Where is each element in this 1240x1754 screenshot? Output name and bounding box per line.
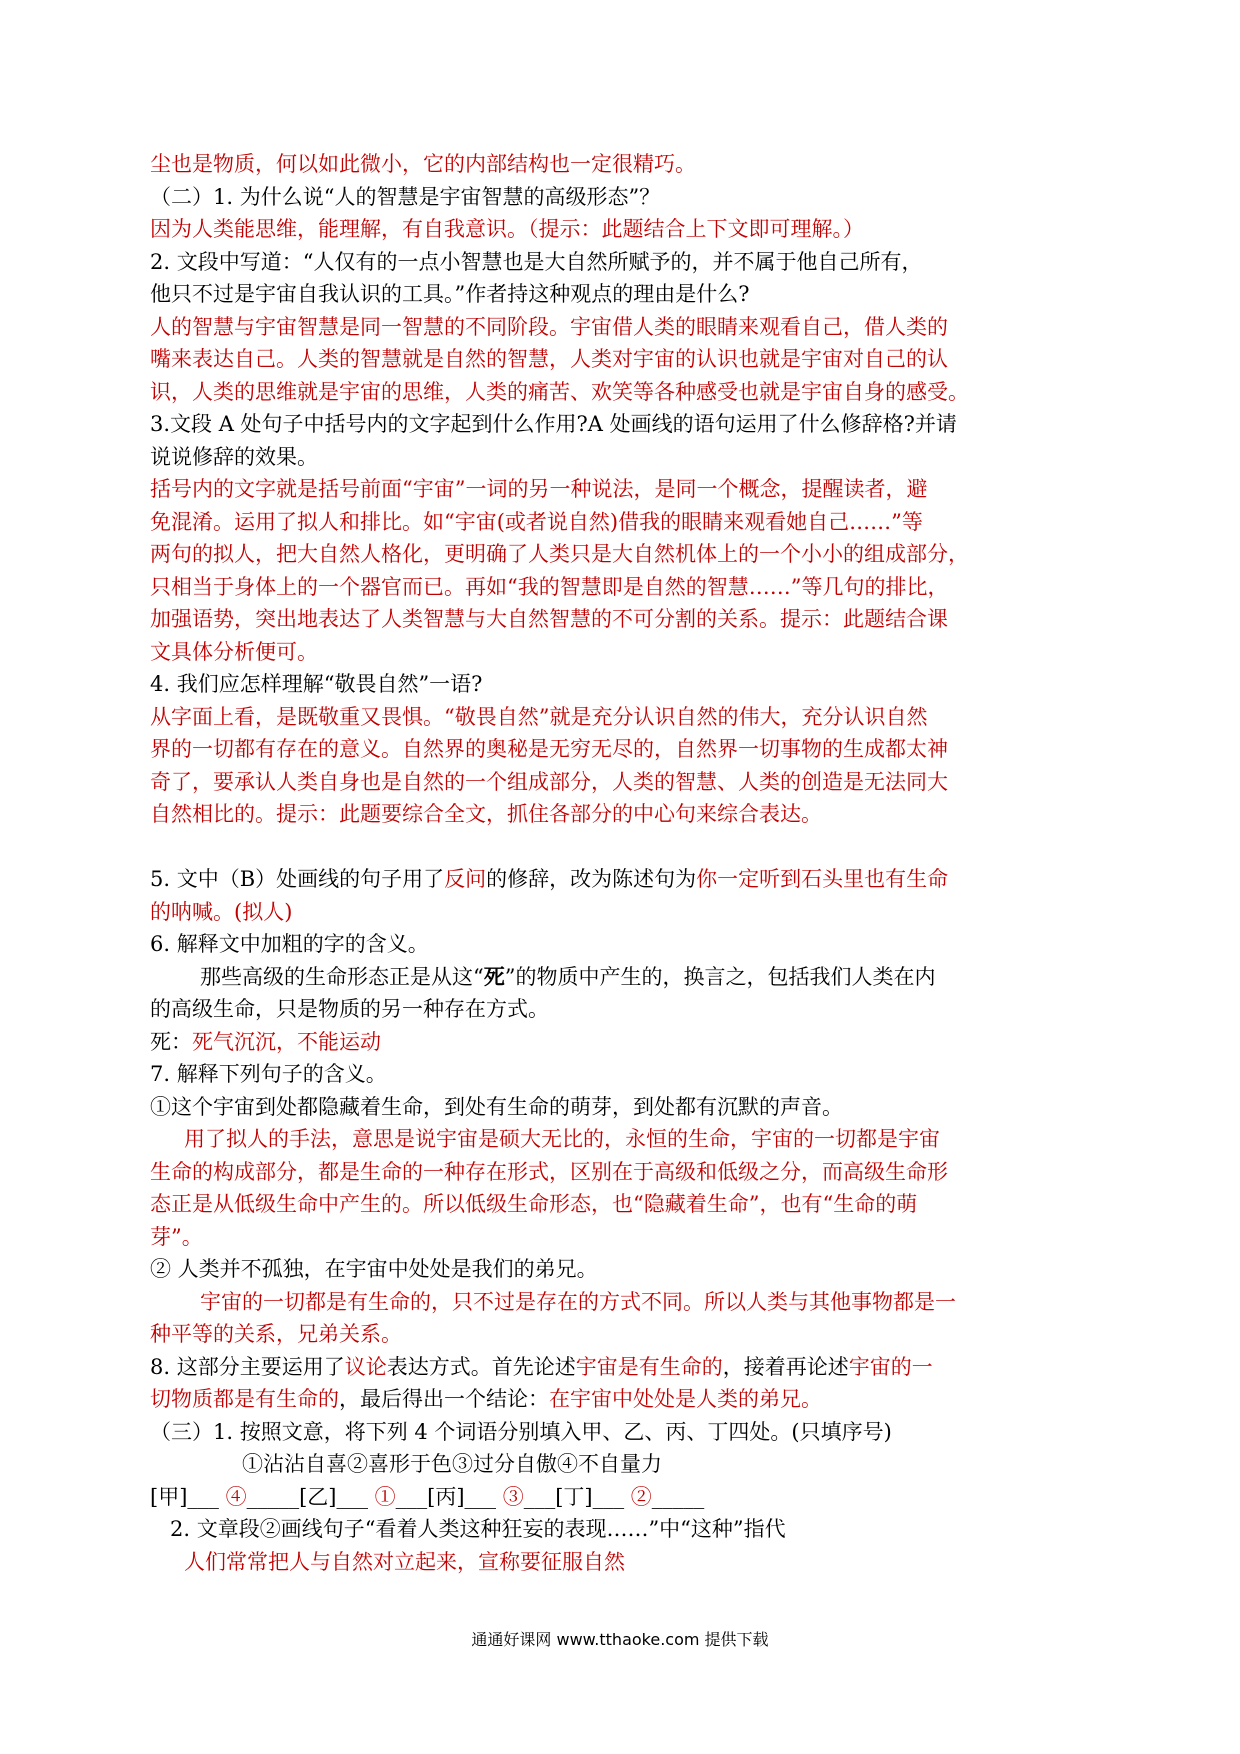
answer-text: 自然相比的。提示：此题要综合全文，抓住各部分的中心句来综合表达。 (150, 802, 822, 826)
answer-text: 你一定听到石头里也有生命 (696, 867, 949, 891)
text-line (150, 441, 1110, 474)
text-line (150, 961, 1110, 994)
document-body (150, 148, 1110, 1578)
text-line (150, 1481, 1110, 1514)
text-line (150, 1286, 1110, 1319)
answer-text: 嘴来表达自己。人类的智慧就是自然的智慧，人类对宇宙的认识也就是宇宙对自己的认 (150, 347, 948, 371)
answer-text: 宇宙的一 (848, 1354, 933, 1379)
answer-text: 的呐喊。(拟人) (150, 899, 293, 924)
answer-text: 种平等的关系，兄弟关系。 (150, 1322, 402, 1346)
question-text: 7. 解释下列句子的含义。 (150, 1062, 387, 1086)
text-line (150, 1513, 1110, 1546)
answer-text: 界的一切都有存在的意义。自然界的奥秘是无穷无尽的，自然界一切事物的生成都太神 (150, 737, 948, 761)
answer-text: 从字面上看，是既敬重又畏惧。“敬畏自然”就是充分认识自然的伟大，充分认识自然 (150, 704, 928, 729)
text-line (150, 733, 1110, 766)
answer-text: 因为人类能思维，能理解，有自我意识。（提示：此题结合上下文即可理解。） (150, 217, 864, 241)
question-text: 的高级生命，只是物质的另一种存在方式。 (150, 997, 549, 1021)
text-line (150, 1253, 1110, 1286)
answer-text: 生命的构成部分，都是生命的一种存在形式，区别在于高级和低级之分，而高级生命形 (150, 1159, 948, 1184)
answer-text: 奇了，要承认人类自身也是自然的一个组成部分，人类的智慧、人类的创造是无法同大 (150, 769, 948, 794)
answer-text: 死气沉沉，不能运动 (192, 1029, 381, 1054)
answer-text: 加强语势，突出地表达了人类智慧与大自然智慧的不可分割的关系。提示：此题结合课 (150, 607, 948, 631)
text-line (150, 993, 1110, 1026)
answer-text: 宇宙是有生命的 (575, 1354, 723, 1379)
text-line (150, 1221, 1110, 1254)
text-line (150, 603, 1110, 636)
question-text: 5. 文中（B）处画线的句子用了 (150, 867, 445, 891)
question-text: 的修辞，改为陈述句为 (486, 867, 697, 891)
answer-text: 芽”。 (150, 1224, 203, 1249)
question-text: _____[乙]___ (246, 1484, 375, 1509)
question-text: ①这个宇宙到处都隐藏着生命，到处有生命的萌芽，到处都有沉默的声音。 (150, 1094, 843, 1119)
answer-text: 反问 (444, 867, 487, 891)
answer-text: 用了拟人的手法，意思是说宇宙是硕大无比的，永恒的生命，宇宙的一切都是宇宙 (184, 1127, 940, 1151)
text-line (150, 473, 1110, 506)
question-text: _____ (651, 1484, 705, 1509)
text-line (150, 343, 1110, 376)
text-line (150, 376, 1110, 409)
answer-text: ③ (502, 1484, 524, 1509)
text-line (150, 181, 1110, 214)
text-line (150, 278, 1110, 311)
text-line (150, 246, 1110, 279)
answer-text: ① (374, 1484, 396, 1509)
text-line (150, 311, 1110, 344)
answer-text: 识，人类的思维就是宇宙的思维，人类的痛苦、欢笑等各种感受也就是宇宙自身的感受。 (150, 379, 969, 404)
question-text: ___[丙]___ (395, 1484, 503, 1509)
text-line (150, 408, 1110, 441)
text-line (150, 636, 1110, 669)
answer-text: 宇宙的一切都是有生命的，只不过是存在的方式不同。所以人类与其他事物都是一 (200, 1289, 956, 1314)
text-line (150, 863, 1110, 896)
question-text: [甲]___ (150, 1484, 226, 1509)
answer-text: 两句的拟人，把大自然人格化，更明确了人类只是大自然机体上的一个小小的组成部分， (150, 542, 969, 566)
question-text: 表达方式。首先论述 (386, 1354, 576, 1379)
question-text: 那些高级的生命形态正是从这“ (200, 964, 484, 989)
question-text: ①沾沾自喜②喜形于色③过分自傲④不自量力 (242, 1452, 662, 1476)
answer-text: 文具体分析便可。 (150, 639, 318, 664)
question-text: ，最后得出一个结论： (339, 1387, 549, 1411)
text-line (150, 1546, 1110, 1579)
question-text: 说说修辞的效果。 (150, 444, 318, 469)
text-line (150, 766, 1110, 799)
answer-text: 议论 (344, 1354, 387, 1379)
text-line (150, 571, 1110, 604)
question-text: （二）1. 为什么说“人的智慧是宇宙智慧的高级形态”？ (150, 184, 661, 209)
question-text: ② 人类并不孤独，在宇宙中处处是我们的弟兄。 (150, 1257, 598, 1281)
text-line (150, 1351, 1110, 1384)
answer-text: 人的智慧与宇宙智慧是同一智慧的不同阶段。宇宙借人类的眼睛来观看自己，借人类的 (150, 314, 948, 339)
text-line (150, 1416, 1110, 1449)
question-text: ，接着再论述 (722, 1354, 849, 1379)
question-text: 4. 我们应怎样理解“敬畏自然”一语? (150, 672, 483, 696)
text-line (150, 1058, 1110, 1091)
answer-text: 态正是从低级生命中产生的。所以低级生命形态，也“隐藏着生命”，也有“生命的萌 (150, 1192, 918, 1216)
answer-text: 尘也是物质，何以如此微小，它的内部结构也一定很精巧。 (150, 152, 696, 176)
answer-text: 在宇宙中处处是人类的弟兄。 (549, 1387, 822, 1411)
text-line (150, 213, 1110, 246)
blank-line (150, 831, 1110, 864)
answer-text: 括号内的文字就是括号前面“宇宙”一词的另一种说法，是同一个概念，提醒读者，避 (150, 477, 928, 501)
question-text: ___[丁]___ (523, 1484, 631, 1509)
text-line (150, 1188, 1110, 1221)
text-line (150, 668, 1110, 701)
answer-text: ④ (225, 1484, 247, 1509)
text-line (150, 1026, 1110, 1059)
text-line (150, 1448, 1110, 1481)
text-line (150, 538, 1110, 571)
text-line (150, 896, 1110, 929)
text-line (150, 1383, 1110, 1416)
text-line (150, 928, 1110, 961)
answer-text: 人们常常把人与自然对立起来，宣称要征服自然 (184, 1549, 625, 1574)
question-text: （三）1. 按照文意，将下列 4 个词语分别填入甲、乙、丙、丁四处。(只填序号) (150, 1419, 892, 1444)
question-text: 6. 解释文中加粗的字的含义。 (150, 932, 429, 956)
text-line (150, 1123, 1110, 1156)
text-line (150, 1156, 1110, 1189)
text-line (150, 1091, 1110, 1124)
question-text: 死： (150, 1029, 192, 1054)
question-text: 3.文段 A 处句子中括号内的文字起到什么作用?A 处画线的语句运用了什么修辞格?并请 (150, 412, 957, 436)
question-text: 他只不过是宇宙自我认识的工具。”作者持这种观点的理由是什么? (150, 282, 750, 306)
text-line (150, 1318, 1110, 1351)
text-line (150, 701, 1110, 734)
answer-text: 只相当于身体上的一个器官而已。再如“我的智慧即是自然的智慧……”等几句的排比， (150, 574, 949, 599)
question-text: 死 (483, 963, 505, 989)
question-text: ”的物质中产生的，换言之，包括我们人类在内 (504, 964, 936, 989)
answer-text: ② (630, 1484, 652, 1509)
page-footer: 通通好课网 www.tthaoke.com 提供下载 (471, 1630, 769, 1649)
text-line (150, 506, 1110, 539)
text-line (150, 148, 1110, 181)
answer-text: 免混淆。运用了拟人和排比。如“宇宙(或者说自然)借我的眼睛来观看她自己……”等 (150, 509, 923, 534)
question-text: 2. 文章段②画线句子“看着人类这种狂妄的表现……”中“这种”指代 (170, 1517, 786, 1541)
question-text: 2. 文段中写道：“人仅有的一点小智慧也是大自然所赋予的，并不属于他自己所有， (150, 249, 923, 274)
answer-text: 切物质都是有生命的 (150, 1387, 339, 1411)
question-text: 8. 这部分主要运用了 (150, 1354, 345, 1379)
text-line (150, 798, 1110, 831)
